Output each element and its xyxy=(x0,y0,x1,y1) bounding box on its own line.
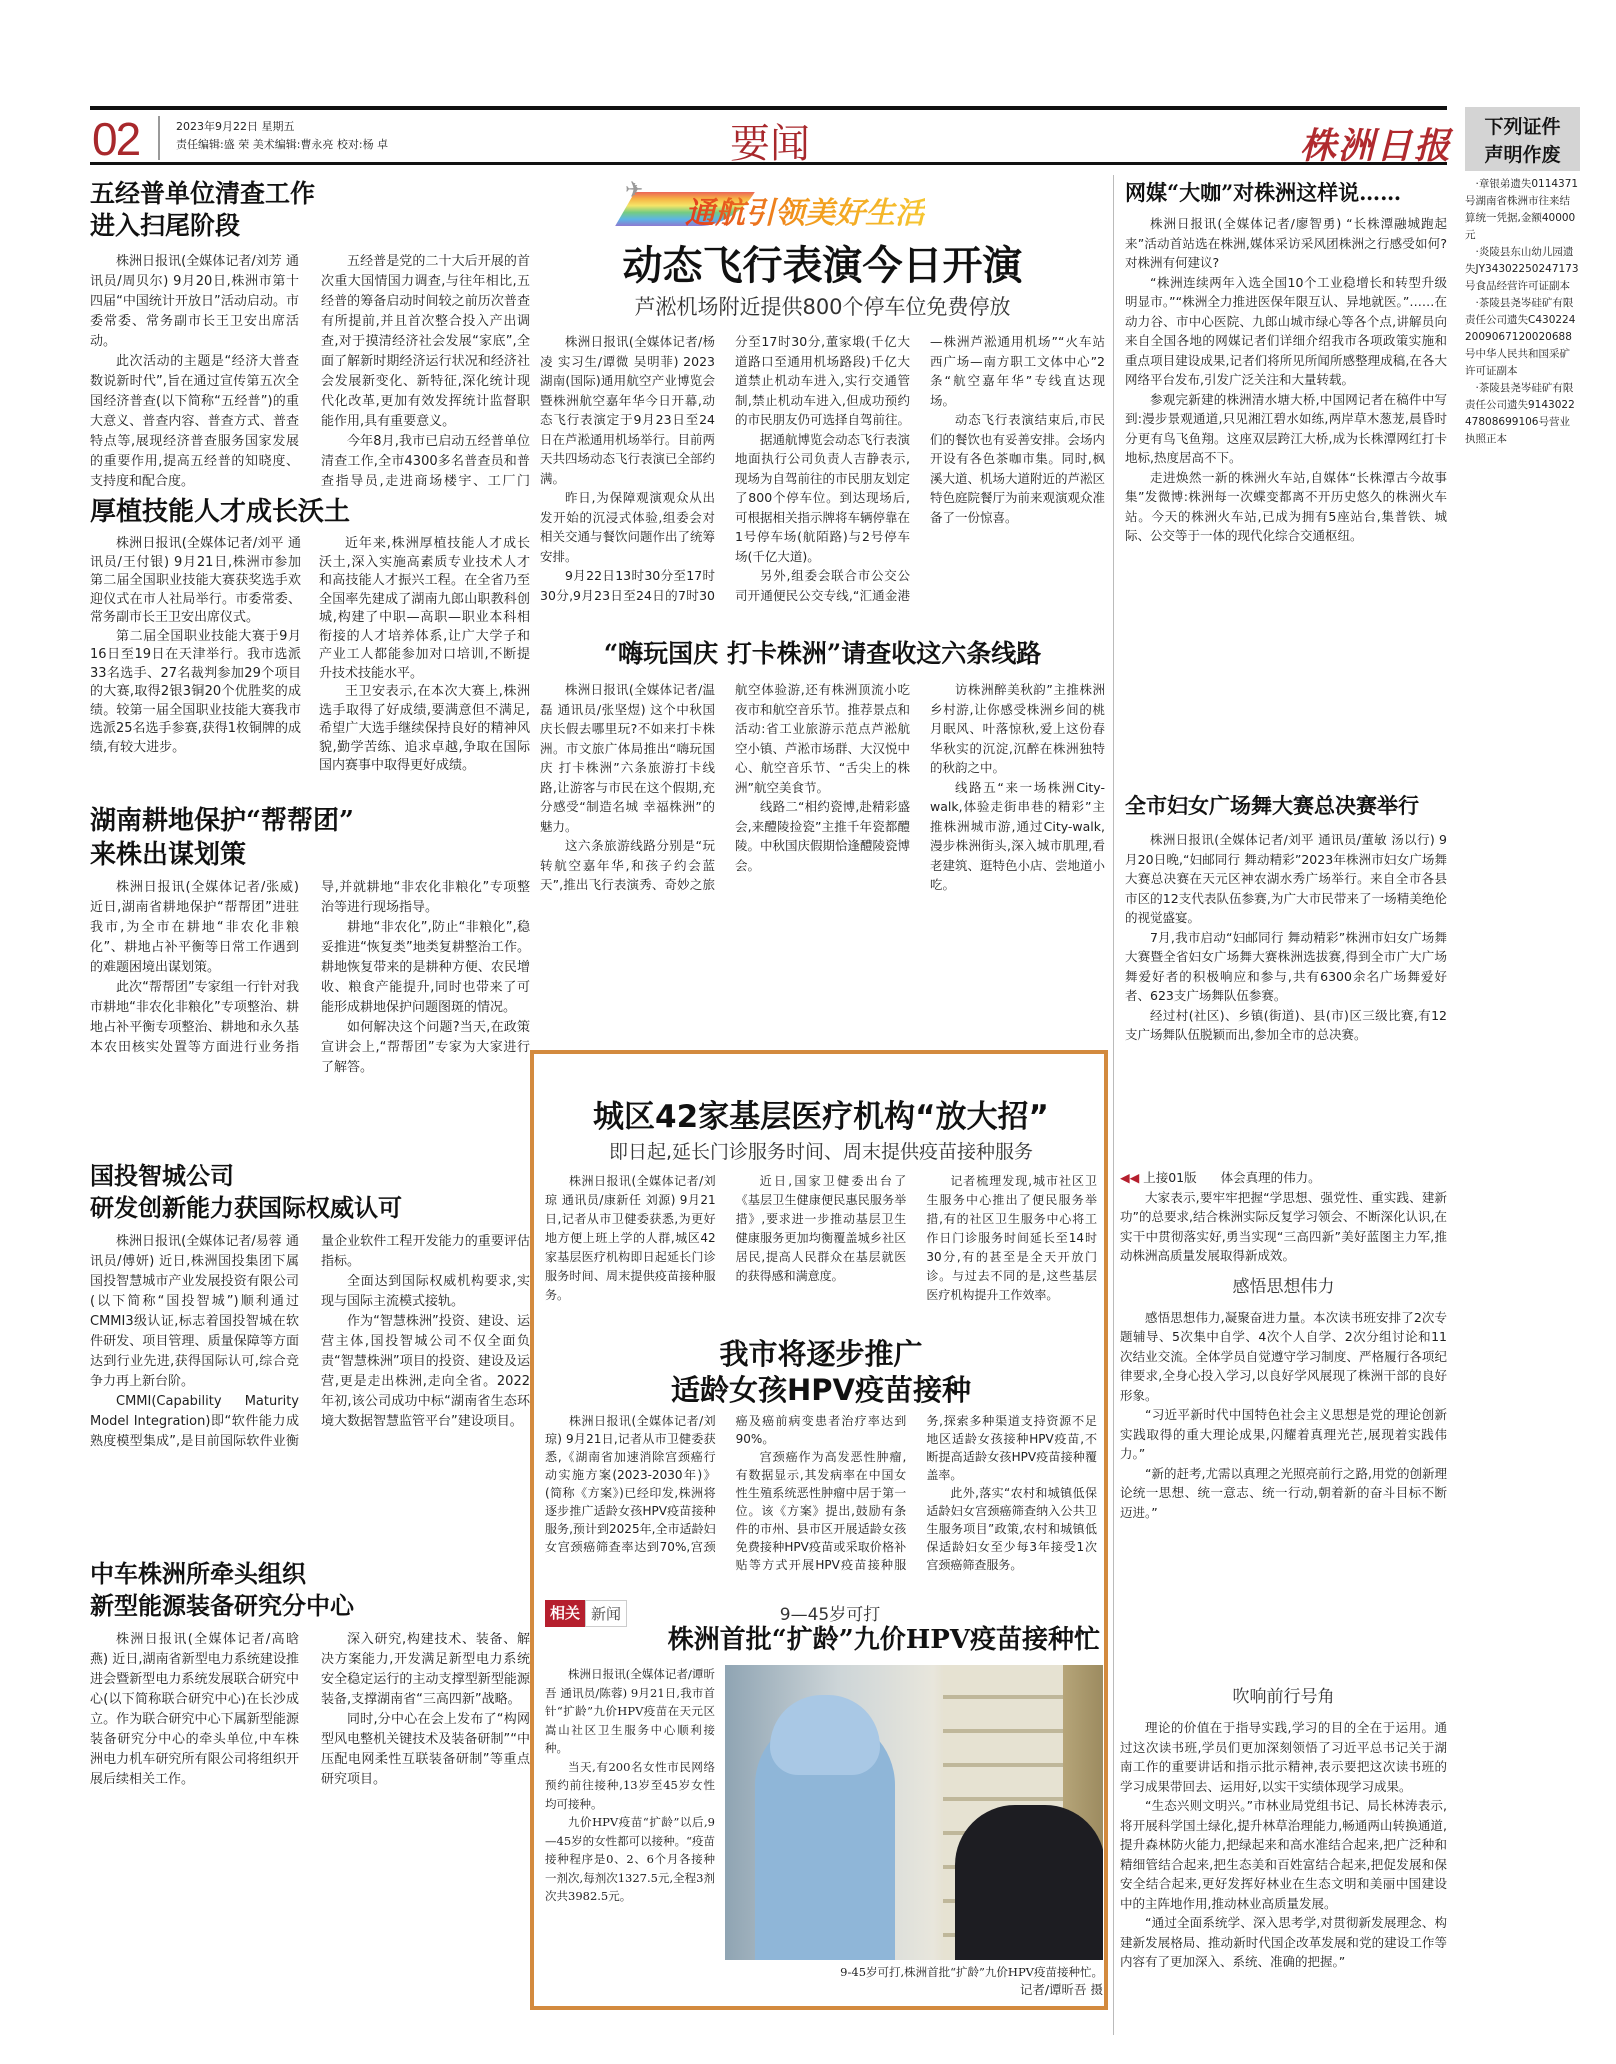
article-body xyxy=(540,680,1105,1035)
paragraph: 株洲日报讯(全媒体记者/刘平 通讯员/董敏 汤以行) 9月20日晚,“妇邮同行 舞动精彩”2023年株洲市妇女广场舞大赛总决赛在天元区神农湖水秀广场举行。来自全市各县市区的12支代表队伍参赛,为广大市民带来了一场精美绝伦的视觉盛宴。 xyxy=(1125,832,1447,925)
article-body xyxy=(545,1172,1097,1330)
paragraph: 动态飞行表演结束后,市民们的餐饮也有妥善安排。会场内开设有各色茶咖市集。同时,枫溪大道、机场大道附近的芦淞区特色庭院餐厅为前来观演观众准备了一份惊喜。 xyxy=(930,412,1105,525)
paragraph: 株洲日报讯(全媒体记者/温磊 通讯员/张坚煜) 这个中秋国庆长假去哪里玩?不如来打卡株洲。市文旅广体局推出“嗨玩国庆 打卡株洲”六条旅游打卡线路,让游客与市民在这个假期,充分感受“制造名城 幸福株洲”的魅力。 xyxy=(540,682,715,834)
notice-item: ·茶陵县尧岑硅矿有限责任公司遗失91430224780869910​6号营业执照正本 xyxy=(1465,382,1575,445)
paragraph: 九价HPV疫苗“扩龄”以后,9—45岁的女性都可以接种。“疫苗接种程序是0、2、6个月各接种一剂次,每剂次1327.5元,全程3剂次共3982.5元。 xyxy=(545,1815,715,1903)
paragraph: 线路五“来一场株洲City-walk,体验走街串巷的精彩”主推株洲城市游,通过City-walk,漫步株洲街头,深入城市肌理,看老建筑、逛特色小店、尝地道小吃。 xyxy=(930,779,1105,892)
headline-line: 湖南耕地保护“帮帮团” xyxy=(90,806,354,836)
paragraph: “株洲连续两年入选全国10个工业稳增长和转型升级明显市。”“株洲全力推进医保年限互认、异地就医。”……在动力谷、市中心医院、九郎山城市绿心等各个点,讲解员向来自全国各地的网媒记者们详细介绍我市各项政策实施和重点项目建设成果,记者们将所见所闻所感整理成稿,在各大网络平台发布,引发广泛关注和大量转载。 xyxy=(1125,274,1447,387)
notice-list xyxy=(1465,176,1580,448)
section-subheading: 吹响前行号角 xyxy=(1232,1687,1335,1707)
paragraph: 宫颈癌作为高发恶性肿瘤,有数据显示,其发病率在中国女性生殖系统恶性肿瘤中居于第一位。该《方案》提出,鼓励有条件的市州、县市区开展适龄女孩免费接种HPV疫苗或采取价格补贴等方式开展HPV疫苗接种服务,探索多种渠道支持资源不足地区适龄女孩接种HPV疫苗,不断提高适龄女孩HPV疫苗接种覆盖率。 xyxy=(735,1414,1097,1572)
paragraph: “习近平新时代中国特色社会主义思想是党的理论创新实践取得的重大理论成果,闪耀着真理光芒,展现着实践伟力。” xyxy=(1120,1407,1447,1461)
article-study-section2 xyxy=(1120,1680,1447,2038)
article-headline: 厚植技能人才成长沃土 xyxy=(90,497,351,527)
paragraph: 感悟思想伟力,凝聚奋进力量。本次读书班安排了2次专题辅导、5次集中自学、4次个人自学、2次分组讨论和11次结业交流。全体学员自觉遵守学习制度、严格履行各项纪律要求,全身心投入学习,以良好学风展现了株洲干部的良好形象。 xyxy=(1120,1309,1447,1403)
article-body xyxy=(90,1232,530,1552)
paragraph: CMMI(Capability Maturity Model Integration)即“软件能力成熟度模型集成”,是目前国际软件业衡量企业软件工程开发能力的重要评估指标。 xyxy=(90,1234,530,1449)
article-body xyxy=(1120,1718,1447,2038)
paragraph: 经过村(社区)、乡镇(街道)、县(市)区三级比赛,有12支广场舞队伍脱颖而出,参加全市的总决赛。 xyxy=(1125,1007,1447,1042)
notice-title-line2: 声明作废 xyxy=(1484,144,1561,166)
article-headline xyxy=(90,1558,530,1622)
article-body xyxy=(90,252,530,502)
article-headline: 城区42家基层医疗机构“放大招” xyxy=(593,1099,1049,1135)
article-headline xyxy=(545,1336,1097,1408)
article-headline: 株洲首批“扩龄”九价HPV疫苗接种忙 xyxy=(667,1625,1100,1655)
paragraph: 株洲日报讯(全媒体记者/刘琼) 9月21日,记者从市卫健委获悉,《湖南省加速消除宫颈癌行动实施方案(2023-2030年)》(简称《方案》)已经印发,株洲将逐步推广适龄女孩HPV疫苗接种服务,预计到2025年,全市适龄妇女宫颈癌筛查率达到70%,宫颈癌及癌前病变患者治疗率达到90%。 xyxy=(545,1414,907,1554)
column-divider xyxy=(1113,175,1114,2035)
page-number: 02 xyxy=(92,113,140,165)
paragraph: 同时,分中心在会上发布了“构网型风电整机关键技术及装备研制”“中压配电网柔性互联装备研制”等重点研究项目。 xyxy=(321,1712,530,1787)
article-kicker: 9—45岁可打 xyxy=(779,1605,881,1625)
paragraph: 这六条旅游线路分别是“玩转航空嘉年华,和孩子约会蓝天”,推出飞行表演秀、奇妙之旅航空体验游,还有株洲顶流小吃夜市和航空音乐节。推荐景点和活动:省工业旅游示范点芦淞航空小镇、芦淞市场群、大汉悦中心、航空音乐节、“舌尖上的株洲”航空美食节。 xyxy=(540,682,911,892)
article-body xyxy=(90,1630,530,2030)
header-top-rule xyxy=(90,106,1447,110)
headline-line: 五经普单位清查工作 xyxy=(90,179,316,208)
masthead-logo: 株洲日报 xyxy=(1300,125,1453,167)
article-headline: “嗨玩国庆 打卡株洲”请查收这六条线路 xyxy=(603,639,1042,668)
continued-text: 体会真理的伟力。 xyxy=(1220,1170,1321,1185)
paragraph: 近日,国家卫健委出台了《基层卫生健康便民惠民服务举措》,要求进一步推动基层卫生健康服务更加均衡覆盖城乡社区居民,提高人民群众在基层就医的获得感和满意度。 xyxy=(735,1174,907,1283)
article-body xyxy=(1120,1188,1447,1266)
article-subheadline: 即日起,延长门诊服务时间、周末提供疫苗接种服务 xyxy=(608,1141,1034,1163)
paragraph: 理论的价值在于指导实践,学习的目的全在于运用。通过这次读书班,学员们更加深刻领悟了习近平总书记关于湖南工作的重要讲话和指示批示精神,表示要把这次读书班的学习成果带回去、运用好,以实干实绩体现学习成果。 xyxy=(1120,1720,1447,1794)
paragraph: 株洲日报讯(全媒体记者/高晗燕) 近日,湖南省新型电力系统建设推进会暨新型电力系统发展联合研究中心(以下简称联合研究中心)在长沙成立。作为联合研究中心下属新型能源装备研究分中心的牵头单位,中车株洲电力机车研究所有限公司将组织开展后续相关工作。 xyxy=(90,1632,299,1787)
article-body xyxy=(90,535,530,801)
headline-line: 新型能源装备研究分中心 xyxy=(90,1591,354,1620)
paragraph: 走进焕然一新的株洲火车站,自媒体“长株潭古今故事集”发微博:株洲每一次蝶变都离不开历史悠久的株洲火车站。今天的株洲火车站,已成为拥有5座站台,集普铁、城际、公交等于一体的现代化综合交通枢纽。 xyxy=(1125,469,1447,543)
article-headline: 网媒“大咖”对株洲这样说…… xyxy=(1125,180,1402,205)
article-body xyxy=(90,878,530,1156)
paragraph: 访株洲醉美秋韵”主推株洲乡村游,让你感受株洲乡间的桃月眠风、叶落惊秋,爱上这份春华秋实的沉淀,沉醉在株洲独特的秋韵之中。 xyxy=(930,682,1105,775)
editors-credit: 责任编辑:盛 荣 美术编辑:曹永亮 校对:杨 卓 xyxy=(176,138,389,151)
banner-text: 通航引领美好生活 xyxy=(685,188,925,232)
vaccination-photo xyxy=(725,1665,1103,1960)
notice-header xyxy=(1465,107,1580,171)
tag-related: 相关 xyxy=(545,1600,585,1627)
paragraph: 近年来,株洲厚植技能人才成长沃土,深入实施高素质专业技术人才和高技能人才振兴工程。在全省乃至全国率先建成了湖南九郎山职教科创城,构建了中职—高职—职业本科相衔接的人才培养体系,让广大学子和产业工人都能参加对口培训,不断提升技术技能水平。 xyxy=(319,536,530,681)
headline-line: 来株出谋划策 xyxy=(90,840,247,870)
paragraph: 另外,组委会联合市公交公司开通便民公交专线,“汇通金港—株洲芦淞通用机场”“火车站西广场—南方职工文体中心”2条“航空嘉年华”专线直达现场。 xyxy=(735,334,1105,603)
article-hpv-promotion xyxy=(545,1336,1097,1598)
paragraph: 当天,有200名女性市民网络预约前往接种,13岁至45岁女性均可接种。 xyxy=(545,1759,715,1811)
paragraph: 此外,落实“农村和城镇低保适龄妇女宫颈癌筛查纳入公共卫生服务项目”政策,农村和城镇低保适龄妇女至少每3年接受1次宫颈癌筛查服务。 xyxy=(926,1486,1097,1572)
headline-line: 中车株洲所牵头组织 xyxy=(90,1559,306,1588)
section-subheading: 感悟思想伟力 xyxy=(1232,1276,1335,1297)
paragraph: 株洲日报讯(全媒体记者/刘琼 通讯员/康新任 刘源) 9月21日,记者从市卫健委获悉,为更好地方便上班上学的人群,城区42家基层医疗机构即日起延长门诊服务时间、周末提供疫苗接种服务。 xyxy=(545,1174,716,1302)
paragraph: 大家表示,要牢牢把握“学思想、强党性、重实践、建新功”的总要求,结合株洲实际反复学习领会、不断深化认识,在实干中贯彻落实好,勇当实现“三高四新”美好蓝图主力军,推动株洲高质量发展取得新成效。 xyxy=(1120,1189,1447,1263)
article-headline xyxy=(90,804,530,872)
paragraph: 株洲日报讯(全媒体记者/杨凌 实习生/谭微 吴明菲) 2023湖南(国际)通用航空产业博览会暨株洲航空嘉年华今日开幕,动态飞行表演定于9月23日至24日在芦淞通用机场举行。目前两天共四场动态飞行表演已全部约满。 xyxy=(540,334,716,486)
article-clinics xyxy=(545,1096,1097,1330)
notice-item: ·章银弟遗失0114371号湖南省株洲市往来结算统一凭据,金额40000元 xyxy=(1465,178,1579,241)
paper-plane-icon: ✈ xyxy=(625,178,644,203)
paragraph: 7月,我市启动“妇邮同行 舞动精彩”株洲市妇女广场舞大赛暨全省妇女广场舞大赛株洲选拔赛,得到全市广大广场舞爱好者的积极响应和参与,共有6300余名广场舞爱好者、623支广场舞队伍参赛。 xyxy=(1125,929,1447,1003)
article-headline xyxy=(90,178,530,242)
paragraph: 株洲日报讯(全媒体记者/廖智勇) “长株潭融城跑起来”活动首站选在株洲,媒体采访采风团株洲之行感受如何?对株洲有何建议? xyxy=(1125,216,1447,270)
notice-item: ·炎陵县东山幼儿园遗失JY34302250247173号食品经营许可证副本 xyxy=(1465,246,1579,292)
article-crrc xyxy=(90,1558,530,2030)
paragraph: 耕地“非农化”,防止“非粮化”,稳妥推进“恢复类”地类复耕整治工作。耕地恢复带来的是耕种方便、农民增收、粮食产能提升,同时也带来了可能形成耕地保护问题图斑的情况。 xyxy=(321,920,530,1015)
article-body xyxy=(1125,214,1447,779)
paragraph: 五经普是党的二十大后开展的首次重大国情国力调查,与往年相比,五经普的筹备启动时间较之前历次普查有所提前,并且首次整合投入产出调查,对于摸清经济社会发展“家底”,全面了解新时期经济运行状况和经济社会发展新变化、新特征,深化统计现代化改革,更加有效发挥统计监督职能作用,具有重要意义。 xyxy=(321,254,530,429)
jump-label[interactable]: 上接01版 xyxy=(1143,1170,1197,1185)
headline-line: 研发创新能力获国际权威认可 xyxy=(90,1193,402,1222)
article-airshow xyxy=(540,240,1105,622)
paragraph: 株洲日报讯(全媒体记者/张威) 近日,湖南省耕地保护“帮帮团”进驻我市,为全市在耕地“非农化非粮化”、耕地占补平衡等日常工作遇到的难题困境出谋划策。 xyxy=(90,880,299,975)
caption-text: 9-45岁可打,株洲首批“扩龄”九价HPV疫苗接种忙。 xyxy=(840,1965,1103,1979)
article-headline: 全市妇女广场舞大赛总决赛举行 xyxy=(1125,793,1419,818)
paragraph: 记者梳理发现,城市社区卫生服务中心推出了便民服务举措,有的社区卫生服务中心将工作日门诊服务时间延长至14时30分,有的甚至是全天开放门诊。与过去不同的是,这些基层医疗机构提升工作效率。 xyxy=(926,1174,1097,1302)
paragraph: 株洲日报讯(全媒体记者/刘芳 通讯员/周贝尔) 9月20日,株洲市第十四届“中国统计开放日”活动启动。市委常委、常务副市长王卫安出席活动。 xyxy=(90,254,299,349)
header-divider xyxy=(158,116,160,160)
notice-item: ·茶陵县尧岑硅矿有限责任公司遗失C4302242009067120020688号中华人民共和国采矿许可证副本 xyxy=(1465,297,1576,377)
photo-caption xyxy=(725,1963,1103,1999)
tag-news: 新闻 xyxy=(585,1600,627,1627)
jump-arrow-icon: ◀◀ xyxy=(1120,1170,1140,1185)
related-news-tag xyxy=(545,1600,627,1627)
paragraph: 参观完新建的株洲清水塘大桥,中国网记者在稿件中写到:漫步景观通道,只见湘江碧水如练,两岸草木葱茏,晨昏时分更有鸟飞鱼翔。这座双层跨江大桥,成为长株潭网红打卡地标,热度居高不下。 xyxy=(1125,391,1447,465)
notice-title-line1: 下列证件 xyxy=(1484,116,1561,138)
paragraph: 全面达到国际权威机构要求,实现与国际主流模式接轨。 xyxy=(321,1274,530,1309)
article-skills xyxy=(90,495,530,801)
paragraph: 株洲日报讯(全媒体记者/谭昕吾 通讯员/陈蓉) 9月21日,我市首针“扩龄”九价HPV疫苗在天元区嵩山社区卫生服务中心顺利接种。 xyxy=(545,1667,715,1755)
paragraph: “生态兴则文明兴。”市林业局党组书记、局长林涛表示,将开展科学国土绿化,提升林草治理能力,畅通两山转换通道,提升森林防火能力,把绿起来和高水准结合起来,把广泛种和精细管结合起来,把生态美和百姓富结合起来,把促发展和保安全结合起来,更好发挥好林业在生态文明和美丽中国建设中的主阵地作用,推动林业高质量发展。 xyxy=(1120,1798,1447,1911)
headline-line: 我市将逐步推广 xyxy=(719,1337,923,1371)
paragraph: 今年8月,我市已启动五经普单位清查工作,全市4300多名普查员和普查指导员,走进商场楼宇、工厂门 xyxy=(321,434,530,489)
header-meta xyxy=(176,118,388,154)
paragraph: “新的赶考,尤需以真理之光照亮前行之路,用党的创新理论统一思想、统一意志、统一行动,朝着新的奋斗目标不断迈进。” xyxy=(1120,1465,1447,1520)
paragraph: 9月22日13时30分至17时30分,9月23日至24日的7时30分至17时30分,董家塅(千亿大道路口至通用机场路段)千亿大道禁止机动车进入,实行交通管制,禁止机动车进入,但成功预约的市民朋友仍可选择自驾前往。 xyxy=(540,334,911,603)
article-subheadline: 芦淞机场附近提供800个停车位免费停放 xyxy=(634,295,1011,319)
photo-nurse-cap xyxy=(770,1695,880,1775)
article-body xyxy=(1120,1308,1447,1708)
article-body xyxy=(545,1665,715,2000)
article-farmland xyxy=(90,804,530,1156)
issue-date: 2023年9月22日 星期五 xyxy=(176,120,295,133)
article-smartcity xyxy=(90,1160,530,1552)
paragraph: 株洲日报讯(全媒体记者/易蓉 通讯员/傅妍) 近日,株洲国投集团下属国投智慧城市产业发展投资有限公司(以下简称“国投智城”)顺利通过CMMI3级认证,标志着国投智城在软件研发、项目管理、质量保障等方面达到行业先进,获得国际认可,综合竞争力再上新台阶。 xyxy=(90,1234,299,1389)
paragraph: 如何解决这个问题?当天,在政策宣讲会上,“帮帮团”专家为大家进行了解答。 xyxy=(321,1020,530,1075)
article-body xyxy=(1125,830,1447,1160)
paragraph: 第二届全国职业技能大赛于9月16日至19日在天津举行。我市选派33名选手、27名裁判参加29个项目的大赛,取得2银3铜20个优胜奖的成绩。较第一届全国职业技能大赛我市选派25名选手参赛,获得1枚铜牌的成绩,有较大进步。 xyxy=(90,628,301,755)
paragraph: 线路二“相约瓷博,赴精彩盛会,来醴陵捡瓷”主推千年瓷都醴陵。中秋国庆假期恰逢醴陵瓷博会。 xyxy=(735,799,911,873)
photo-credit: 记者/谭昕吾 摄 xyxy=(1019,1982,1103,1997)
article-media-visit xyxy=(1125,178,1447,779)
paragraph: 王卫安表示,在本次大赛上,株洲选手取得了好成绩,要满意但不满足,希望广大选手继续保持良好的精神风貌,勤学苦练、追求卓越,争取在国际国内赛事中取得更好成绩。 xyxy=(319,684,530,773)
headline-line: 进入扫尾阶段 xyxy=(90,211,241,240)
photo-girl xyxy=(955,1805,1103,1960)
paragraph: 此次“帮帮团”专家组一行针对我市耕地“非农化非粮化”专项整治、耕地占补平衡专项整治、耕地和永久基本农田核实处置等方面进行业务指导,并就耕地“非农化非粮化”专项整治等进行现场指导。 xyxy=(90,880,530,1055)
paragraph: 株洲日报讯(全媒体记者/刘平 通讯员/王付银) 9月21日,株洲市参加第二届全国职业技能大赛获奖选手欢迎仪式在市人社局举行。市委常委、常务副市长王卫安出席仪式。 xyxy=(90,536,301,625)
article-square-dance xyxy=(1125,790,1447,1160)
paragraph: 据通航博览会动态飞行表演地面执行公司负责人吉静表示,现场为自驾前往的市民朋友划定了800个停车位。到达现场后,可根据相关指示牌将车辆停靠在1号停车场(航陌路)与2号停车场(千亿大道)。 xyxy=(735,431,911,564)
aviation-banner xyxy=(625,178,945,232)
article-study-continued xyxy=(1120,1168,1447,1708)
jump-line xyxy=(1120,1168,1447,1188)
paragraph: “通过全面系统学、深入思考学,对贯彻新发展理念、构建新发展格局、推动新时代国企改革发展和党的建设工作等内容有了更加深入、系统、准确的把握。” xyxy=(1120,1915,1447,1969)
paragraph: 昨日,为保障观演观众从出发开始的沉浸式体验,组委会对相关交通与餐饮问题作出了统筹安排。 xyxy=(540,490,716,564)
article-body xyxy=(540,332,1105,622)
article-body xyxy=(545,1412,1097,1598)
paragraph: 作为“智慧株洲”投资、建设、运营主体,国投智城公司不仅全面负责“智慧株洲”项目的投资、建设及运营,更是走出株洲,走向全省。2022年初,该公司成功中标“湖南省生态环境大数据智慧监管平台”建设项目。 xyxy=(321,1314,530,1429)
headline-line: 适龄女孩HPV疫苗接种 xyxy=(671,1373,971,1407)
section-title: 要闻 xyxy=(730,121,810,167)
paragraph: 此次活动的主题是“经济大普查 数说新时代”,旨在通过宣传第五次全国经济普查(以下简称“五经普”)的重大意义、普查内容、普查方式、普查特点等,展现经济普查服务国家发展的重要作用,提高五经普的知晓度、支持度和配合度。 xyxy=(90,354,299,489)
headline-line: 国投智城公司 xyxy=(90,1161,234,1190)
article-census xyxy=(90,178,530,502)
article-national-day-routes xyxy=(540,636,1105,1035)
article-headline xyxy=(90,1160,530,1224)
paragraph: 深入研究,构建技术、装备、解决方案能力,开发满足新型电力系统安全稳定运行的主动支撑型新型能源装备,支撑湖南省“三高四新”战略。 xyxy=(321,1632,530,1707)
article-headline: 动态飞行表演今日开演 xyxy=(622,243,1023,289)
